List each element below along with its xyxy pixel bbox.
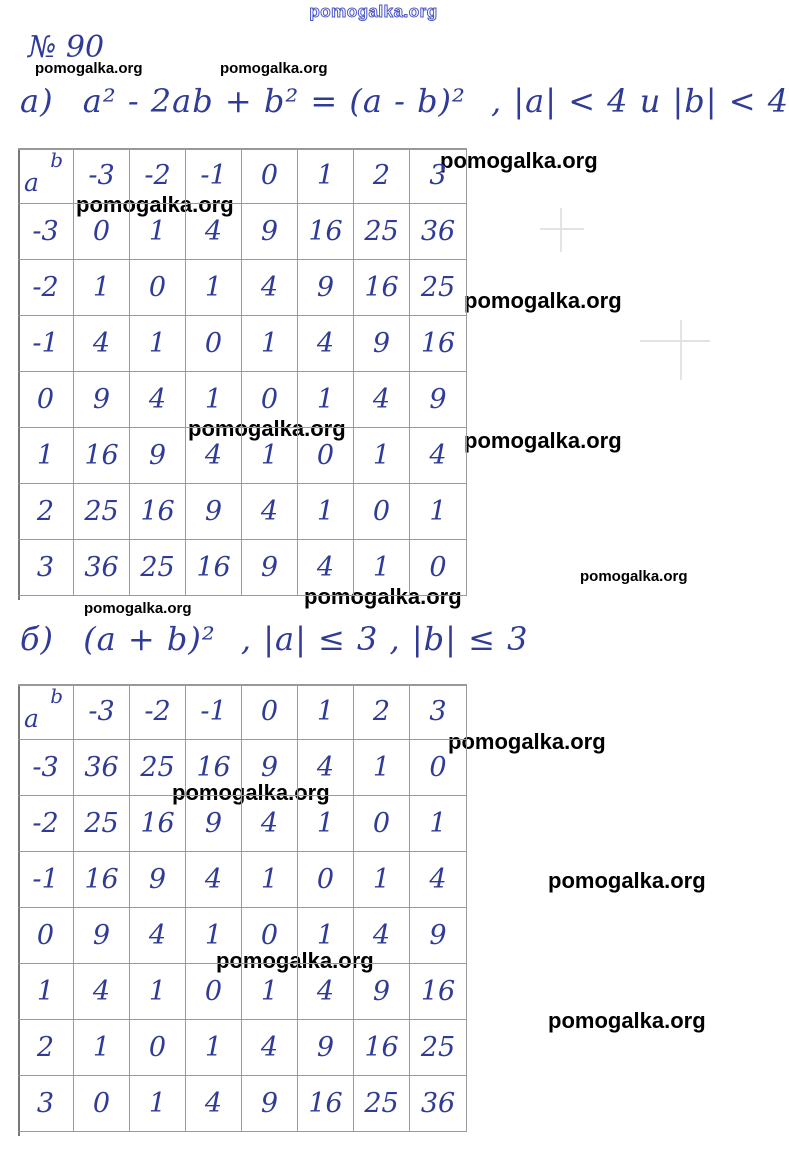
header-watermark: pomogalka.org (309, 2, 438, 21)
b-header-cell: 0 (242, 684, 298, 740)
table-cell: 16 (410, 316, 467, 372)
table-cell: 9 (186, 484, 242, 540)
table-cell: 1 (74, 1020, 130, 1076)
table-cell: 1 (242, 964, 298, 1020)
table-cell: 0 (298, 852, 354, 908)
table-cell: 16 (74, 852, 130, 908)
watermark: pomogalka.org (440, 148, 598, 173)
a-header-cell: 2 (18, 484, 74, 540)
table-cell: 16 (298, 204, 354, 260)
table-cell: 1 (186, 1020, 242, 1076)
table-cell: 9 (130, 852, 186, 908)
table-cell: 4 (186, 1076, 242, 1132)
part-b-label: б) (20, 620, 55, 658)
table-cell: 4 (242, 1020, 298, 1076)
part-b-formula: (a + b)² (83, 620, 216, 658)
table-cell: 0 (410, 540, 467, 596)
table-cell: 4 (130, 372, 186, 428)
table-cell: 9 (242, 204, 298, 260)
table-cell: 4 (130, 908, 186, 964)
table-cell: 0 (74, 204, 130, 260)
watermark: pomogalka.org (448, 729, 606, 754)
table-cell: 1 (298, 908, 354, 964)
corner-cell (18, 684, 74, 740)
watermark: pomogalka.org (464, 428, 622, 453)
table-cell: 16 (410, 964, 467, 1020)
table-cell: 16 (186, 540, 242, 596)
table-cell: 4 (186, 852, 242, 908)
a-header-cell: 3 (18, 540, 74, 596)
table-cell: 1 (354, 540, 410, 596)
a-header-cell: -1 (18, 852, 74, 908)
table-cell: 4 (410, 852, 467, 908)
table-cell: 9 (354, 316, 410, 372)
b-header-cell: -3 (74, 148, 130, 204)
table-cell: 1 (298, 372, 354, 428)
watermark: pomogalka.org (216, 948, 374, 973)
table-cell: 4 (242, 796, 298, 852)
b-header-cell: 1 (298, 684, 354, 740)
table-cell: 36 (74, 740, 130, 796)
table-cell: 4 (298, 540, 354, 596)
table-cell: 1 (354, 428, 410, 484)
table-cell: 4 (354, 372, 410, 428)
corner-a-label: a (24, 704, 39, 733)
watermark: pomogalka.org (35, 60, 143, 77)
part-a-table (18, 148, 467, 600)
table-cell: 1 (186, 372, 242, 428)
b-header-cell: 1 (298, 148, 354, 204)
table-cell: 4 (186, 428, 242, 484)
table-cell: 9 (410, 372, 467, 428)
watermark: pomogalka.org (580, 568, 688, 585)
table-cell: 25 (130, 740, 186, 796)
table-cell: 16 (354, 1020, 410, 1076)
table-cell: 36 (74, 540, 130, 596)
table-cell: 25 (410, 1020, 467, 1076)
table-cell: 4 (242, 260, 298, 316)
pencil-mark (540, 228, 584, 230)
table-cell: 4 (74, 316, 130, 372)
table-cell: 0 (354, 484, 410, 540)
a-header-cell: -3 (18, 740, 74, 796)
table-cell: 4 (410, 428, 467, 484)
part-a-label: а) (20, 82, 54, 120)
table-cell: 4 (74, 964, 130, 1020)
table-cell: 1 (242, 428, 298, 484)
b-header-cell: -1 (186, 148, 242, 204)
corner-a-label: a (24, 168, 39, 197)
table-cell: 4 (186, 204, 242, 260)
table-cell: 1 (74, 260, 130, 316)
table-cell: 16 (130, 796, 186, 852)
watermark: pomogalka.org (188, 416, 346, 441)
table-cell: 1 (298, 484, 354, 540)
table-cell: 9 (74, 908, 130, 964)
a-header-cell: -2 (18, 260, 74, 316)
table-cell: 9 (242, 1076, 298, 1132)
table-cell: 1 (298, 796, 354, 852)
part-b-table (18, 684, 467, 1136)
table-cell: 0 (130, 260, 186, 316)
table-cell: 25 (354, 204, 410, 260)
table-cell: 0 (186, 964, 242, 1020)
table-cell: 1 (410, 484, 467, 540)
table-cell: 1 (354, 740, 410, 796)
b-header-cell: -3 (74, 684, 130, 740)
table-cell: 1 (410, 796, 467, 852)
watermark: pomogalka.org (172, 780, 330, 805)
pencil-mark (640, 340, 710, 342)
part-a-equation (20, 82, 789, 120)
corner-b-label: b (50, 148, 63, 172)
table-cell: 1 (130, 316, 186, 372)
table-cell: 1 (242, 316, 298, 372)
table-cell: 16 (298, 1076, 354, 1132)
watermark: pomogalka.org (464, 288, 622, 313)
corner-cell (18, 148, 74, 204)
table-cell: 9 (354, 964, 410, 1020)
b-header-cell: 0 (242, 148, 298, 204)
a-header-cell: -3 (18, 204, 74, 260)
watermark: pomogalka.org (220, 60, 328, 77)
table-cell: 25 (354, 1076, 410, 1132)
table-cell: 1 (130, 964, 186, 1020)
table-cell: 1 (242, 852, 298, 908)
table-cell: 25 (74, 484, 130, 540)
table-cell: 1 (186, 908, 242, 964)
table-cell: 0 (242, 372, 298, 428)
a-header-cell: 3 (18, 1076, 74, 1132)
table-cell: 4 (298, 964, 354, 1020)
table-cell: 4 (354, 908, 410, 964)
b-header-cell: -2 (130, 684, 186, 740)
table-cell: 36 (410, 204, 467, 260)
a-header-cell: 0 (18, 908, 74, 964)
b-header-cell: 2 (354, 684, 410, 740)
table-cell: 25 (410, 260, 467, 316)
a-header-cell: 1 (18, 428, 74, 484)
a-header-cell: 0 (18, 372, 74, 428)
table-cell: 9 (298, 1020, 354, 1076)
table-cell: 4 (298, 740, 354, 796)
table-cell: 1 (354, 852, 410, 908)
table-cell: 16 (74, 428, 130, 484)
table-cell: 16 (130, 484, 186, 540)
table-cell: 1 (186, 260, 242, 316)
b-header-cell: 3 (410, 148, 467, 204)
problem-number: № 90 (28, 30, 105, 65)
table-cell: 9 (410, 908, 467, 964)
table-cell: 1 (130, 204, 186, 260)
watermark: pomogalka.org (548, 1008, 706, 1033)
b-header-cell: -1 (186, 684, 242, 740)
table-cell: 1 (130, 1076, 186, 1132)
a-header-cell: 2 (18, 1020, 74, 1076)
table-cell: 25 (130, 540, 186, 596)
table-cell: 25 (74, 796, 130, 852)
part-a-condition: , |a| < 4 и |b| < 4 (491, 82, 789, 120)
pencil-mark (560, 208, 562, 252)
part-b-equation (20, 620, 528, 658)
pencil-mark (680, 320, 682, 380)
table-cell: 4 (242, 484, 298, 540)
corner-b-label: b (50, 684, 63, 708)
table-cell: 0 (242, 908, 298, 964)
b-header-cell: -2 (130, 148, 186, 204)
b-header-cell: 2 (354, 148, 410, 204)
watermark: pomogalka.org (304, 584, 462, 609)
table-cell: 9 (298, 260, 354, 316)
watermark: pomogalka.org (76, 192, 234, 217)
table-cell: 9 (242, 740, 298, 796)
table-cell: 16 (186, 740, 242, 796)
table-cell: 4 (298, 316, 354, 372)
a-header-cell: 1 (18, 964, 74, 1020)
table-cell: 0 (410, 740, 467, 796)
table-cell: 0 (130, 1020, 186, 1076)
table-cell: 16 (354, 260, 410, 316)
watermark: pomogalka.org (548, 868, 706, 893)
watermark: pomogalka.org (84, 600, 192, 617)
a-header-cell: -1 (18, 316, 74, 372)
table-cell: 0 (354, 796, 410, 852)
table-cell: 9 (130, 428, 186, 484)
table-cell: 0 (298, 428, 354, 484)
table-cell: 0 (74, 1076, 130, 1132)
a-header-cell: -2 (18, 796, 74, 852)
part-b-condition: , |a| ≤ 3 , |b| ≤ 3 (240, 620, 529, 658)
part-a-formula: a² - 2ab + b² = (a - b)² (82, 82, 466, 120)
table-cell: 9 (74, 372, 130, 428)
table-cell: 0 (186, 316, 242, 372)
b-header-cell: 3 (410, 684, 467, 740)
table-cell: 9 (186, 796, 242, 852)
table-cell: 9 (242, 540, 298, 596)
table-cell: 36 (410, 1076, 467, 1132)
